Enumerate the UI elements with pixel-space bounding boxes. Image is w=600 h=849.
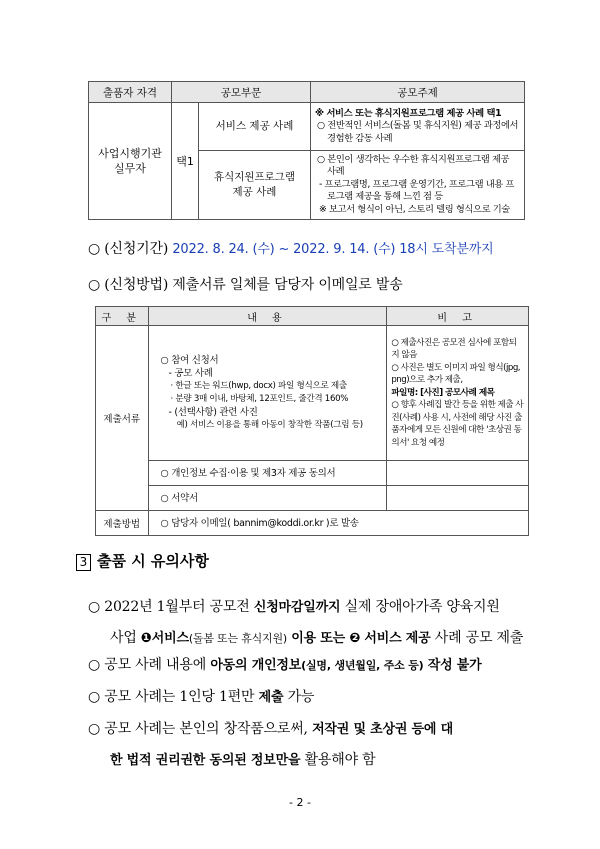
header-theme: 공모주제 [311,82,525,103]
application-method: ○ (신청방법) 제출서류 일체를 담당자 이메일로 발송 [88,277,403,293]
service-theme-title: ※ 서비스 또는 휴식지원프로그램 제공 사례 택1 [315,107,502,119]
choice-cell: 택1 [172,103,199,220]
program-theme-dash: - 프로그램명, 프로그램 운영기간, 프로그램 내용 프로그램 제공을 통해 느낀 점 등 [319,178,515,203]
notice-2-d: 작성 불가 [427,658,482,673]
notice-3-c: 가능 [287,689,315,705]
header-qualification: 출품자 자격 [89,82,172,103]
notice-3-a: ○ 공모 사례는 1인당 1편만 [88,689,255,705]
note-2: ○ 사진은 별도 이미지 파일 형식(jpg, png)으로 추가 제출, [391,362,521,386]
service-theme-bullet: ○ 전반적인 서비스(돌봄 및 휴식지원) 제공 과정에서 경험한 감동 사례 [317,120,519,144]
submit-method-label: 제출방법 [96,511,149,536]
notice-2-b: 아동의 개인정보 [210,658,302,673]
header-category: 공모부문 [172,82,311,103]
notice-2-c: (실명, 생년월일, 주소 등) [301,659,424,672]
contest-category-table [88,81,525,220]
notice-4 [88,714,538,776]
item-application: ○ 참여 신청서 [160,355,219,366]
service-theme [311,103,525,151]
notice-1-a: ○ 2022년 1월부터 공모전 [88,599,250,615]
notice-4-a: ○ 공모 사례는 본인의 창작품으로써, [88,721,308,737]
header-remarks: 비 고 [387,307,529,326]
qualification-cell: 사업시행기관 실무자 [89,103,172,220]
page-number: - 2 - [289,796,311,809]
header-division: 구 분 [96,307,149,326]
note-1: ○ 제출사진은 공모전 심사에 포함되지 않음 [391,337,517,361]
notice-2-a: ○ 공모 사례 내용에 [88,657,207,673]
notice-3-b: 제출 [258,690,284,705]
notice-1-g: 이용 또는 [291,631,346,646]
pledge: ○ 서약서 [148,486,387,511]
submit-docs-notes [387,326,529,461]
privacy-consent: ○ 개인정보 수집·이용 및 제3자 제공 동의서 [148,461,387,486]
submit-method-value: ○ 담당자 이메일( bannim@koddi.or.kr )로 발송 [148,511,528,536]
program-theme [311,151,525,220]
notice-1-e: 서비스 [151,631,189,646]
notice-2 [88,654,482,674]
section-heading [76,550,209,571]
notice-1-h: 서비스 제공 [364,631,431,646]
note-4: ○ 향후 사례집 발간 등을 위한 제출 사진(사례) 사용 시, 사전에 해당 사진 출품자에게 모든 신원에 대한 '초상권 동의서' 요청 예정 [391,400,524,448]
section-number: 3 [76,554,91,571]
notice-1-f: (돌봄 또는 휴식지원) [188,632,287,645]
notice-1 [88,592,538,654]
item-case: - 공모 사례 [168,368,213,379]
circled-one-icon: ❶ [140,631,152,646]
note-3: 파일명: [사진] 공모사례 제목 [391,387,495,398]
notice-1-d: 사업 [110,630,137,646]
item-format: · 한글 또는 워드(hwp, docx) 파일 형식으로 제출 [170,381,347,391]
notice-4-b: 저작권 및 초상권 등에 대 [312,722,453,737]
program-category: 휴식지원프로그램 제공 사례 [199,151,311,220]
submit-docs-content [148,326,387,461]
privacy-remarks [387,461,529,486]
notice-3 [88,686,314,706]
notice-1-c: 실제 장애아가족 양육지원 [344,599,500,615]
header-content: 내 용 [148,307,387,326]
application-period [88,238,493,258]
submit-docs-label: 제출서류 [96,326,149,511]
submission-table [95,306,529,536]
pledge-remarks [387,486,529,511]
program-theme-note: ※ 보고서 형식이 아닌, 스토리 텔링 형식으로 기술 [319,203,510,215]
notice-1-i: 사례 공모 제출 [434,630,524,646]
item-length: · 분량 3매 이내, 바탕체, 12포인트, 줄간격 160% [170,394,349,404]
notice-1-b: 신청마감일까지 [253,600,341,615]
period-prefix: ○ (신청기간) [88,241,169,257]
service-category: 서비스 제공 사례 [199,103,311,151]
circled-two-icon: ❷ [349,631,361,646]
item-photo: - (선택사항) 관련 사진 [168,407,258,418]
section-title: 출품 시 유의사항 [97,552,209,570]
notice-4-d: 활용해야 함 [304,752,376,768]
program-theme-bullet: ○ 본인이 생각하는 우수한 휴식지원프로그램 제공 사례 [317,153,510,178]
notice-4-c: 한 법적 권리권한 동의된 정보만을 [110,753,301,768]
period-dates: 2022. 8. 24. (수) ~ 2022. 9. 14. (수) 18시 도착분까지 [172,242,494,257]
item-example: 예) 서비스 이용을 통해 아동이 창작한 작품(그림 등) [176,420,363,430]
